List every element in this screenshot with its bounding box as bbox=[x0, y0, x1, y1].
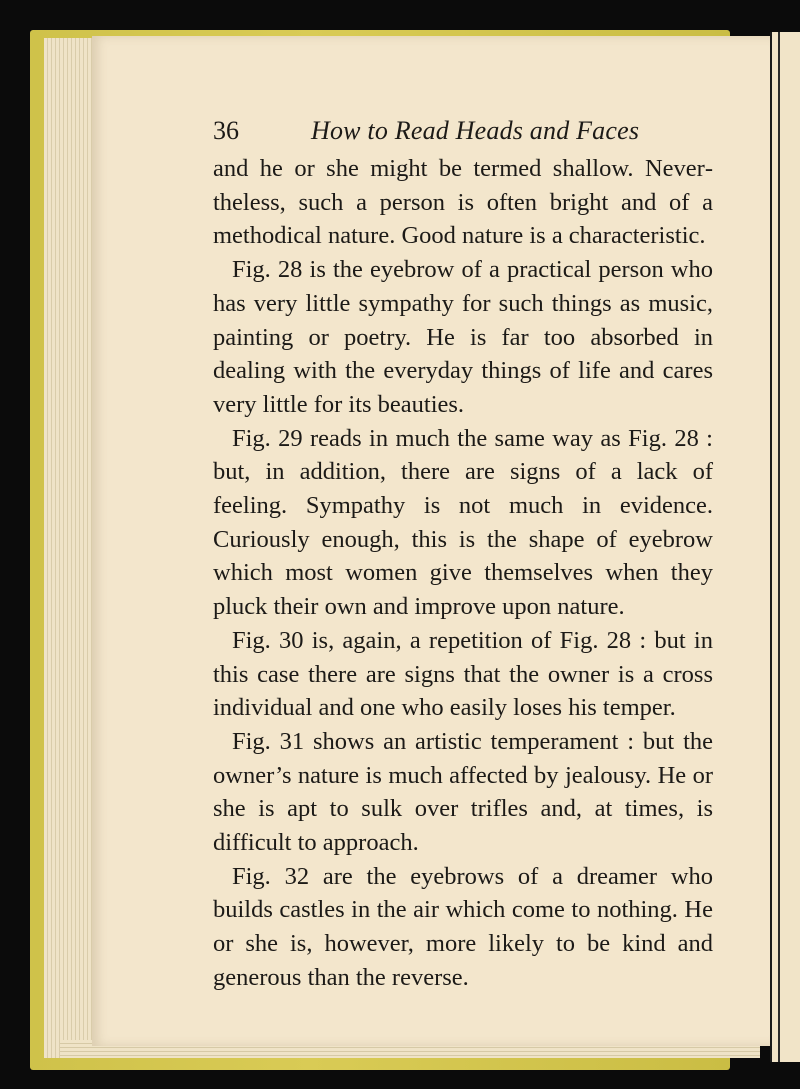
paragraph-fig-28: Fig. 28 is the eyebrow of a practical person who has very little sympathy for such things as music, painting or poetry. He is far too absorbed in dealing with the everyday things of life and cares very little for its beauties. bbox=[213, 256, 713, 418]
paragraph-fig-31: Fig. 31 shows an artistic temperament : but the owner’s nature is much affected by jealousy. He or she is apt to sulk over trifles and, at times, is difficult to approach. bbox=[213, 727, 713, 857]
paragraph-fig-32: Fig. 32 are the eyebrows of a dreamer who builds castles in the air which come to nothing. He or she is, however, more likely to be kind and generous than the reverse. bbox=[213, 862, 713, 991]
paragraph-fig-29: Fig. 29 reads in much the same way as Fig. 28 : but, in addition, there are signs of a lack of feeling. Sympathy is not much in evidence. Curiously enough, this is the shape of eyebrow which most women give themselves when they pluck their own and improve upon nature. bbox=[213, 424, 713, 621]
running-head: How to Read Heads and Faces bbox=[311, 116, 640, 145]
paragraph-fig-30: Fig. 30 is, again, a repetition of Fig. 28 : but in this case there are signs that the owner is a cross individual and one who easily loses his temper. bbox=[213, 626, 713, 722]
page-edges-right bbox=[770, 32, 800, 1062]
paragraph-continued: and he or she might be termed shallow. Nevertheless, such a person is often bright and of a methodical nature. Good nature is a characteristic. bbox=[213, 155, 713, 250]
page-text bbox=[213, 110, 713, 995]
page-header bbox=[213, 110, 713, 152]
page-number: 36 bbox=[213, 116, 239, 145]
